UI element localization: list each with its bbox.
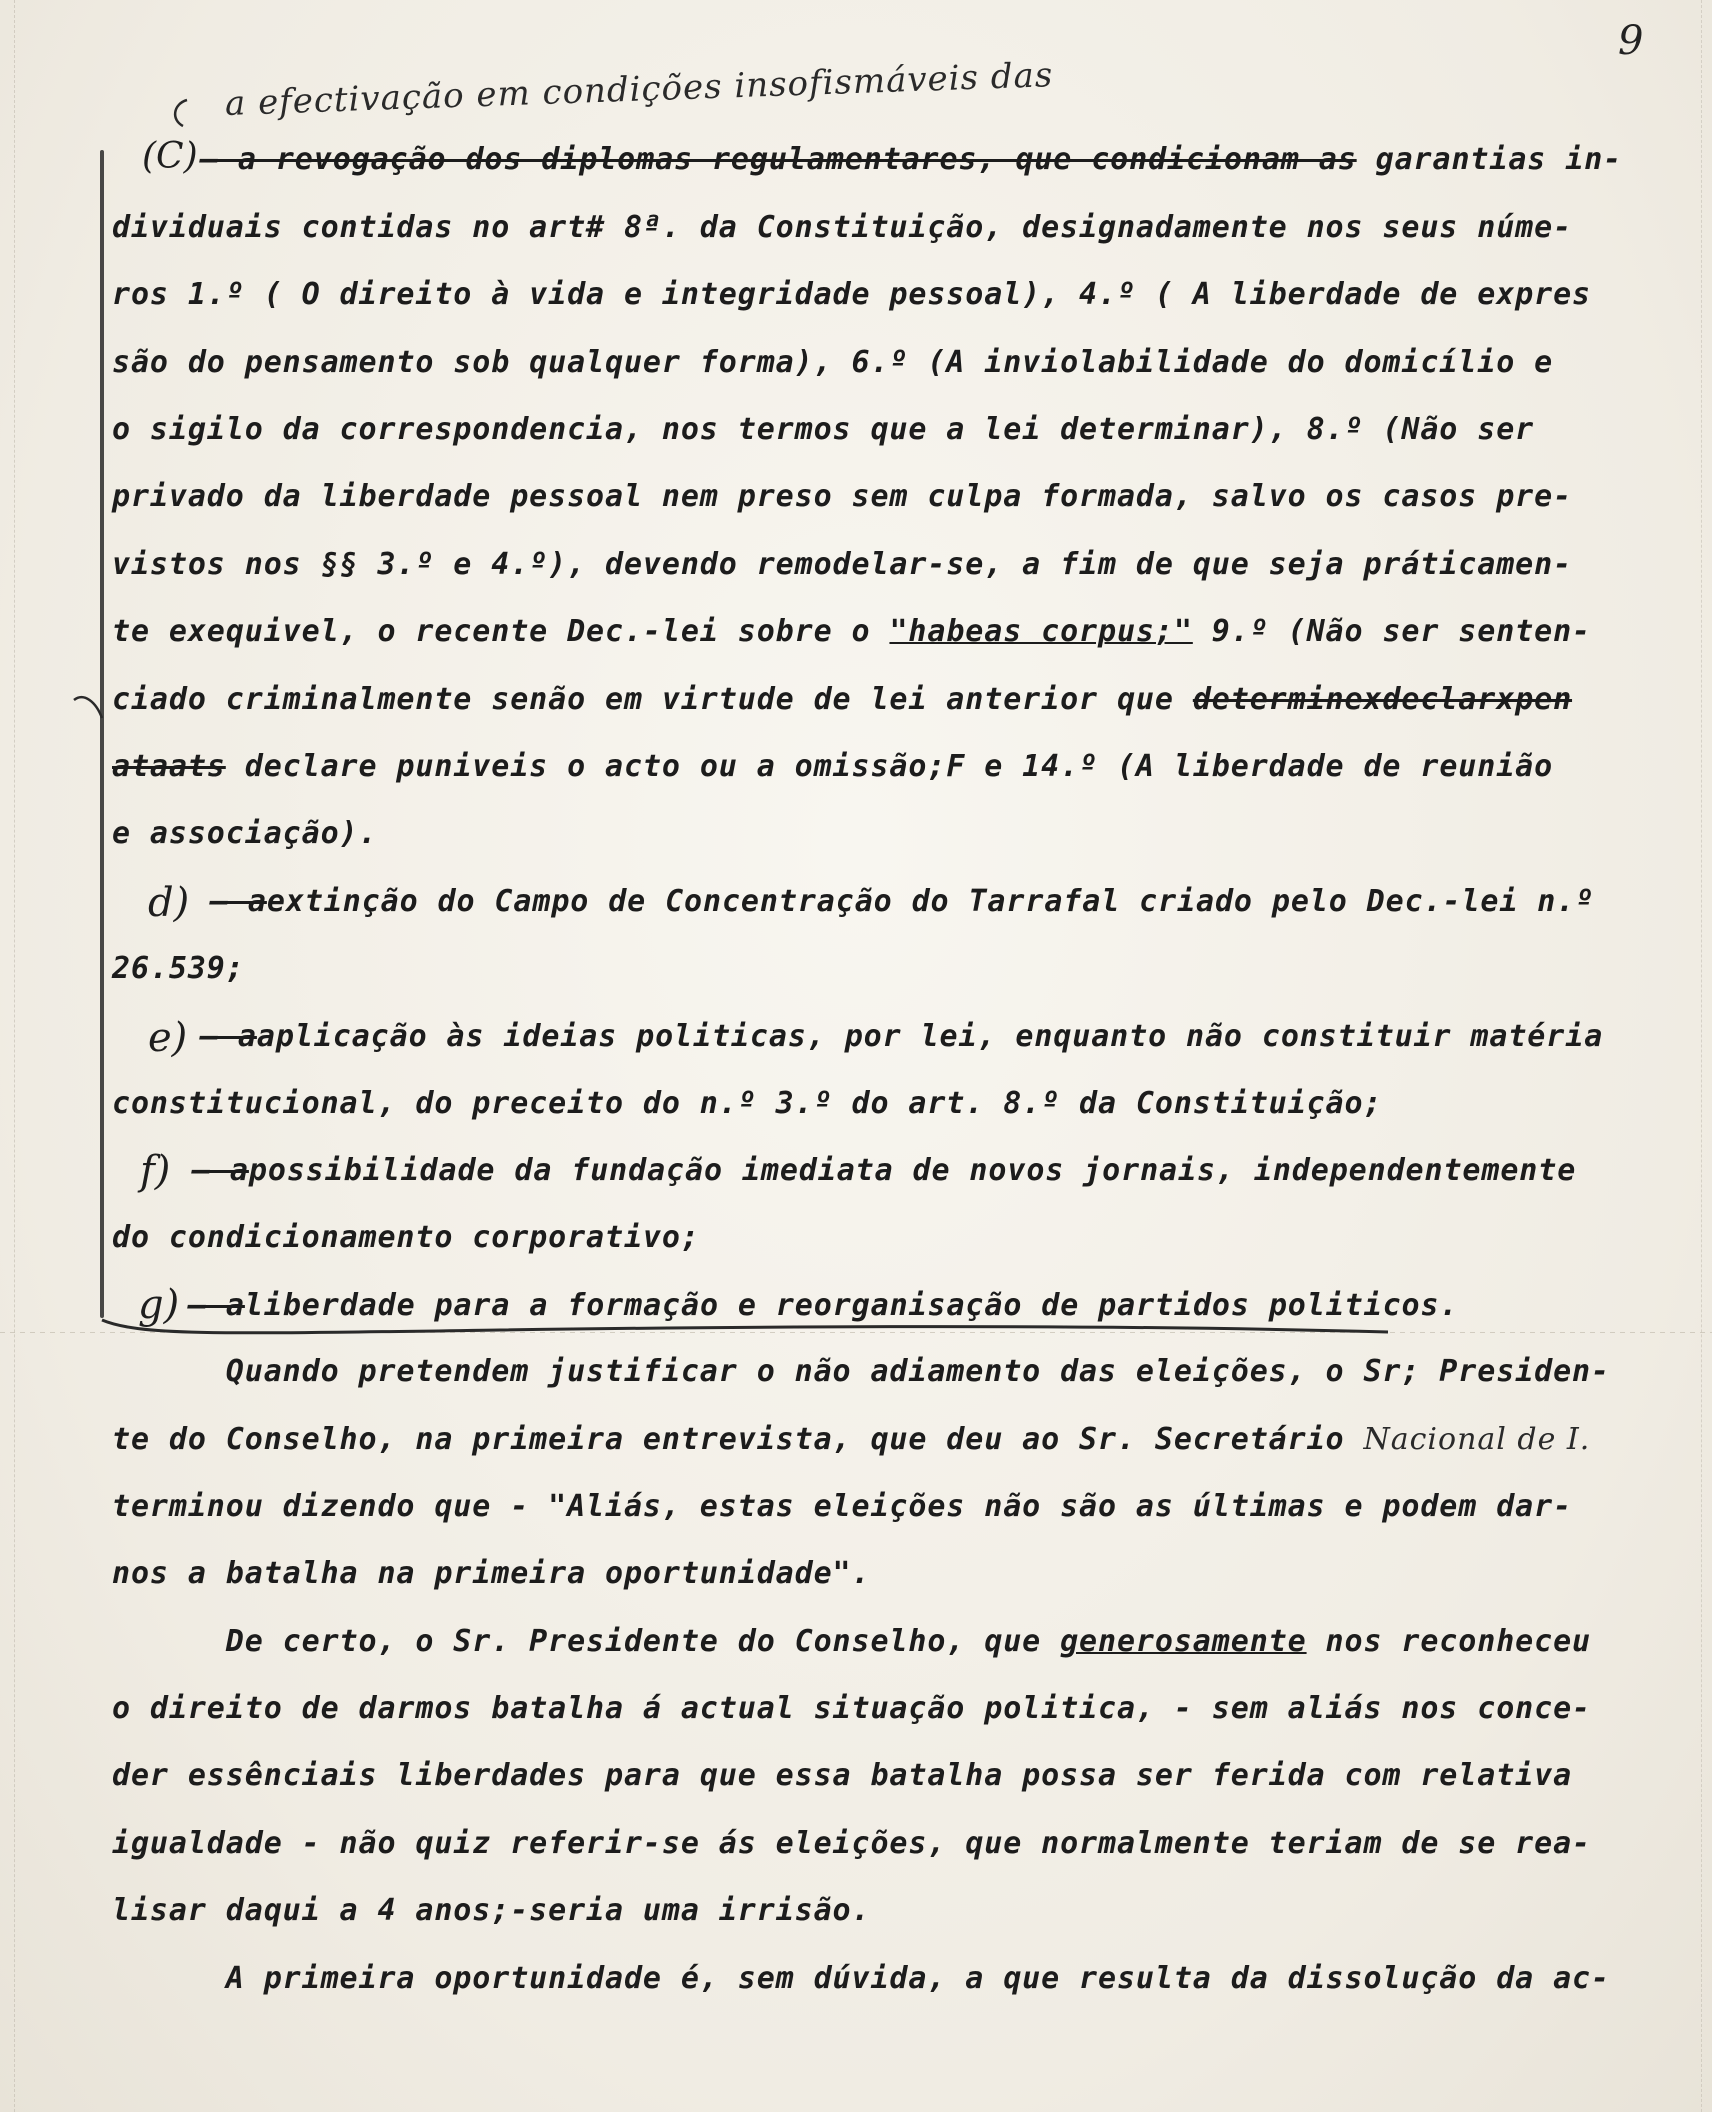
- line-text: liberdade para a formação e reorganisação de partidos politicos.: [244, 1288, 1459, 1323]
- struck-text: — a: [200, 1019, 257, 1054]
- text-line: [192, 1149, 1660, 1193]
- text-line: dividuais contidas no art# 8ª. da Constituição, designadamente nos seus núme-: [112, 210, 1573, 245]
- text-line: Quando pretendem justificar o não adiamento das eleições, o Sr; Presiden-: [112, 1354, 1610, 1389]
- handwritten-correction: Nacional de I.: [1363, 1422, 1591, 1457]
- text-line: der essênciais liberdades para que essa batalha possa ser ferida com relativa: [112, 1758, 1573, 1793]
- text-line: ros 1.º ( O direito à vida e integridade pessoal), 4.º ( A liberdade de expres: [112, 277, 1591, 312]
- item-label-g: g): [138, 1282, 180, 1328]
- text-line: [200, 1015, 1660, 1059]
- line-text: extinção do Campo de Concentração do Tarrafal criado pelo Dec.-lei n.º: [266, 884, 1595, 919]
- line-text: te do Conselho, na primeira entrevista, que deu ao Sr. Secretário: [112, 1422, 1364, 1457]
- struck-text: — a: [210, 884, 267, 919]
- text-line: [112, 1620, 1652, 1664]
- text-line: constitucional, do preceito do n.º 3.º do art. 8.º da Constituição;: [112, 1086, 1383, 1121]
- text-line: o direito de darmos batalha á actual situação politica, - sem aliás nos conce-: [112, 1691, 1591, 1726]
- text-line: A primeira oportunidade é, sem dúvida, a que resulta da dissolução da ac-: [112, 1961, 1610, 1996]
- text-line: são do pensamento sob qualquer forma), 6.º (A inviolabilidade do domicílio e: [112, 345, 1554, 380]
- struck-text: — a: [188, 1288, 245, 1323]
- line-text: garantias in-: [1356, 142, 1623, 177]
- item-label-f: f): [140, 1148, 171, 1194]
- text-line: igualdade - não quiz referir-se ás eleições, que normalmente teriam de se rea-: [112, 1826, 1591, 1861]
- text-line: lisar daqui a 4 anos;-seria uma irrisão.: [112, 1893, 871, 1928]
- struck-text: ataats: [112, 749, 226, 784]
- underlined-text: "habeas corpus;": [889, 614, 1193, 649]
- margin-tick-icon: [70, 688, 110, 728]
- line-text: ciado criminalmente senão em virtude de lei anterior que: [112, 682, 1193, 717]
- line-text: 9.º (Não ser senten-: [1192, 614, 1592, 649]
- struck-text: determinexdeclarxpen: [1192, 682, 1573, 717]
- item-label-e: e): [148, 1015, 188, 1061]
- text-line: [210, 880, 1660, 924]
- struck-text: — a revogação dos diplomas regulamentares, que condicionam as: [200, 142, 1357, 177]
- page-left-edge: [0, 0, 15, 2112]
- text-line: o sigilo da correspondencia, nos termos que a lei determinar), 8.º (Não ser: [112, 412, 1535, 447]
- insertion-mark-icon: [165, 98, 195, 128]
- text-line: [188, 1284, 1660, 1328]
- text-line: do condicionamento corporativo;: [112, 1220, 700, 1255]
- item-label-d: d): [148, 880, 190, 926]
- text-line: 26.539;: [112, 951, 245, 986]
- text-line: vistos nos §§ 3.º e 4.º), devendo remodelar-se, a fim de que seja práticamen-: [112, 547, 1573, 582]
- text-line: [112, 745, 1652, 789]
- text-line: terminou dizendo que - "Aliás, estas eleições não são as últimas e podem dar-: [112, 1489, 1573, 1524]
- text-line: [112, 1418, 1652, 1462]
- text-line: [112, 678, 1652, 722]
- struck-text: — a: [192, 1153, 249, 1188]
- page-right-edge: [1701, 0, 1712, 2112]
- line-text: te exequivel, o recente Dec.-lei sobre o: [112, 614, 890, 649]
- line-text: possibilidade da fundação imediata de novos jornais, independentemente: [248, 1153, 1577, 1188]
- line-text: nos reconheceu: [1306, 1624, 1592, 1659]
- page-number: 9: [1618, 18, 1644, 64]
- text-line: [112, 610, 1652, 654]
- margin-bracket: [100, 150, 104, 1318]
- line-text: aplicação às ideias politicas, por lei, enquanto não constituir matéria: [256, 1019, 1604, 1054]
- handwritten-insertion: a efectivação em condições insofismáveis das: [224, 55, 1054, 124]
- underlined-text: generosamente: [1060, 1624, 1307, 1659]
- text-line: privado da liberdade pessoal nem preso sem culpa formada, salvo os casos pre-: [112, 479, 1573, 514]
- text-line: [200, 138, 1660, 182]
- item-label-c: (C): [142, 136, 198, 177]
- text-line: e associação).: [112, 816, 378, 851]
- text-line: nos a batalha na primeira oportunidade".: [112, 1556, 871, 1591]
- line-text: declare puniveis o acto ou a omissão;F e 14.º (A liberdade de reunião: [225, 749, 1554, 784]
- line-text: De certo, o Sr. Presidente do Conselho, que: [112, 1624, 1061, 1659]
